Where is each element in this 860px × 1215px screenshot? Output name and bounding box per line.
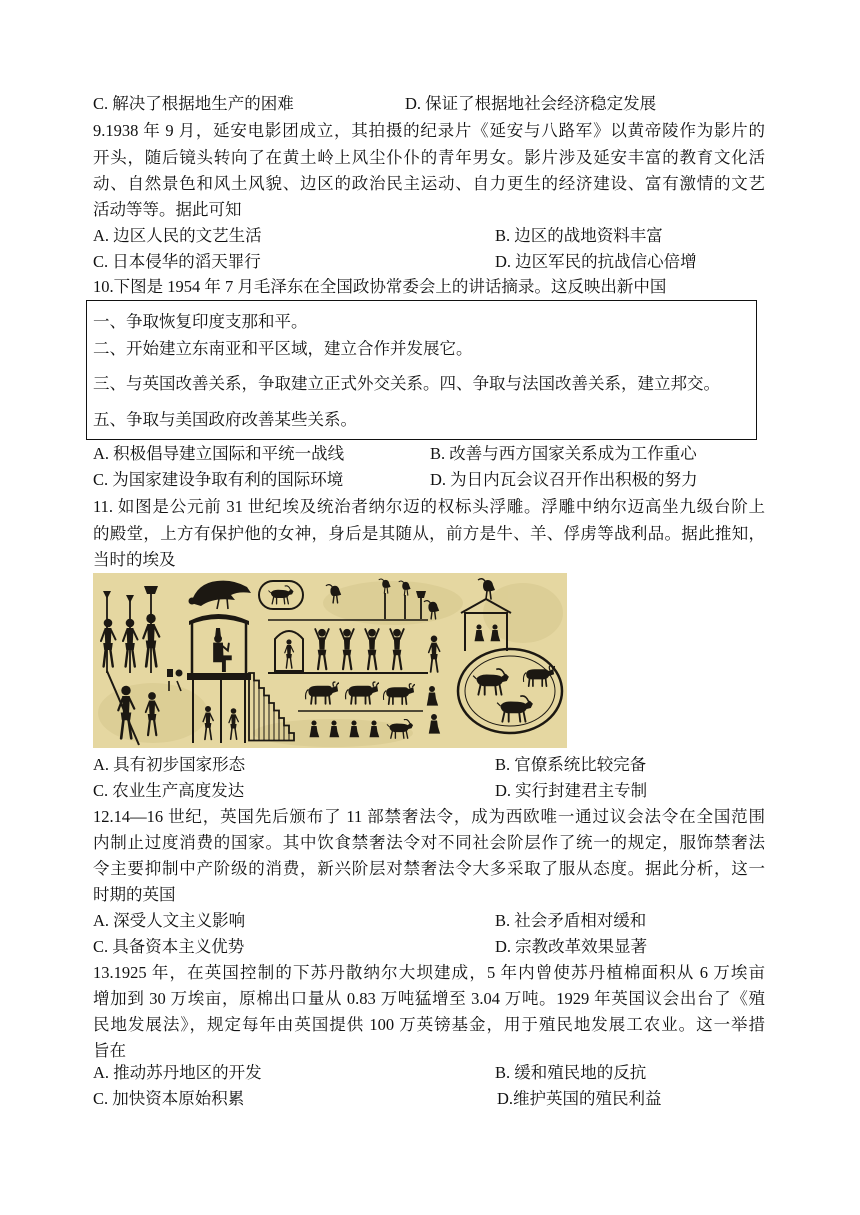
q9-option-d: D. 边区军民的抗战信心倍增 bbox=[495, 252, 697, 271]
q9-stem-line-1: 9.1938 年 9 月，延安电影团成立，其拍摄的纪录片《延安与八路军》以黄帝陵作为影片的 bbox=[93, 121, 765, 140]
q13-stem-line-2: 增加到 30 万埃亩，原棉出口量从 0.83 万吨猛增至 3.04 万吨。1929 年英国议会出台了《殖 bbox=[93, 989, 765, 1008]
q12-stem-line-4: 时期的英国 bbox=[93, 885, 176, 904]
narmer-macehead-relief-image bbox=[93, 573, 567, 748]
q11-option-b: B. 官僚系统比较完备 bbox=[495, 755, 647, 774]
excerpt-line-3: 三、与英国改善关系，争取建立正式外交关系。四、争取与法国改善关系，建立邦交。 bbox=[93, 374, 720, 393]
q11-stem-line-3: 当时的埃及 bbox=[93, 550, 176, 569]
q9-option-c: C. 日本侵华的滔天罪行 bbox=[93, 252, 261, 271]
q11-option-d: D. 实行封建君主专制 bbox=[495, 781, 648, 800]
q8-option-d: D. 保证了根据地社会经济稳定发展 bbox=[405, 94, 657, 113]
q10-option-b: B. 改善与西方国家关系成为工作重心 bbox=[430, 444, 697, 463]
q8-option-c: C. 解决了根据地生产的困难 bbox=[93, 94, 294, 113]
q9-stem-line-3: 动、自然景色和风土风貌、边区的政治民主运动、自力更生的经济建设、富有激情的文艺 bbox=[93, 174, 765, 193]
q13-stem-line-1: 13.1925 年，在英国控制的下苏丹散纳尔大坝建成，5 年内曾使苏丹植棉面积从 6 万埃亩 bbox=[93, 963, 765, 982]
q13-option-b: B. 缓和殖民地的反抗 bbox=[495, 1063, 647, 1082]
q10-option-d: D. 为日内瓦会议召开作出积极的努力 bbox=[430, 470, 698, 489]
q13-option-d: D.维护英国的殖民利益 bbox=[497, 1089, 662, 1108]
q12-option-a: A. 深受人文主义影响 bbox=[93, 911, 246, 930]
q10-stem-line-1: 10.下图是 1954 年 7 月毛泽东在全国政协常委会上的讲话摘录。这反映出新中国 bbox=[93, 277, 667, 296]
q13-option-c: C. 加快资本原始积累 bbox=[93, 1089, 245, 1108]
q13-option-a: A. 推动苏丹地区的开发 bbox=[93, 1063, 262, 1082]
q10-option-c: C. 为国家建设争取有利的国际环境 bbox=[93, 470, 344, 489]
q10-option-a: A. 积极倡导建立国际和平统一战线 bbox=[93, 444, 345, 463]
q12-option-d: D. 宗教改革效果显著 bbox=[495, 937, 648, 956]
q12-option-c: C. 具备资本主义优势 bbox=[93, 937, 245, 956]
q11-stem-line-1: 11. 如图是公元前 31 世纪埃及统治者纳尔迈的权标头浮雕。浮雕中纳尔迈高坐九级台阶上 bbox=[93, 497, 765, 516]
q9-option-a: A. 边区人民的文艺生活 bbox=[93, 226, 262, 245]
q11-option-a: A. 具有初步国家形态 bbox=[93, 755, 246, 774]
q9-stem-line-2: 开头，随后镜头转向了在黄土岭上风尘仆仆的青年男女。影片涉及延安丰富的教育文化活 bbox=[93, 148, 765, 167]
q12-stem-line-2: 内制止过度消费的国家。其中饮食禁奢法令对不同社会阶层作了统一的规定，服饰禁奢法 bbox=[93, 833, 765, 852]
q12-option-b: B. 社会矛盾相对缓和 bbox=[495, 911, 647, 930]
q13-stem-line-3: 民地发展法》，规定每年由英国提供 100 万英镑基金，用于殖民地发展工农业。这一举措 bbox=[93, 1015, 765, 1034]
excerpt-line-1: 一、争取恢复印度支那和平。 bbox=[93, 312, 308, 331]
q13-stem-line-4: 旨在 bbox=[93, 1041, 126, 1060]
q11-option-c: C. 农业生产高度发达 bbox=[93, 781, 245, 800]
excerpt-line-2: 二、开始建立东南亚和平区域，建立合作并发展它。 bbox=[93, 339, 473, 358]
excerpt-line-4: 五、争取与美国政府改善某些关系。 bbox=[93, 410, 357, 429]
q9-option-b: B. 边区的战地资料丰富 bbox=[495, 226, 663, 245]
q9-stem-line-4: 活动等等。据此可知 bbox=[93, 200, 242, 219]
q11-stem-line-2: 的殿堂，上方有保护他的女神，身后是其随从，前方是牛、羊、俘虏等战利品。据此推知， bbox=[93, 524, 765, 543]
q12-stem-line-1: 12.14—16 世纪，英国先后颁布了 11 部禁奢法令，成为西欧唯一通过议会法令在全国范围 bbox=[93, 807, 765, 826]
q12-stem-line-3: 令主要抑制中产阶级的消费，新兴阶层对禁奢法令大多采取了服从态度。据此分析，这一 bbox=[93, 859, 765, 878]
